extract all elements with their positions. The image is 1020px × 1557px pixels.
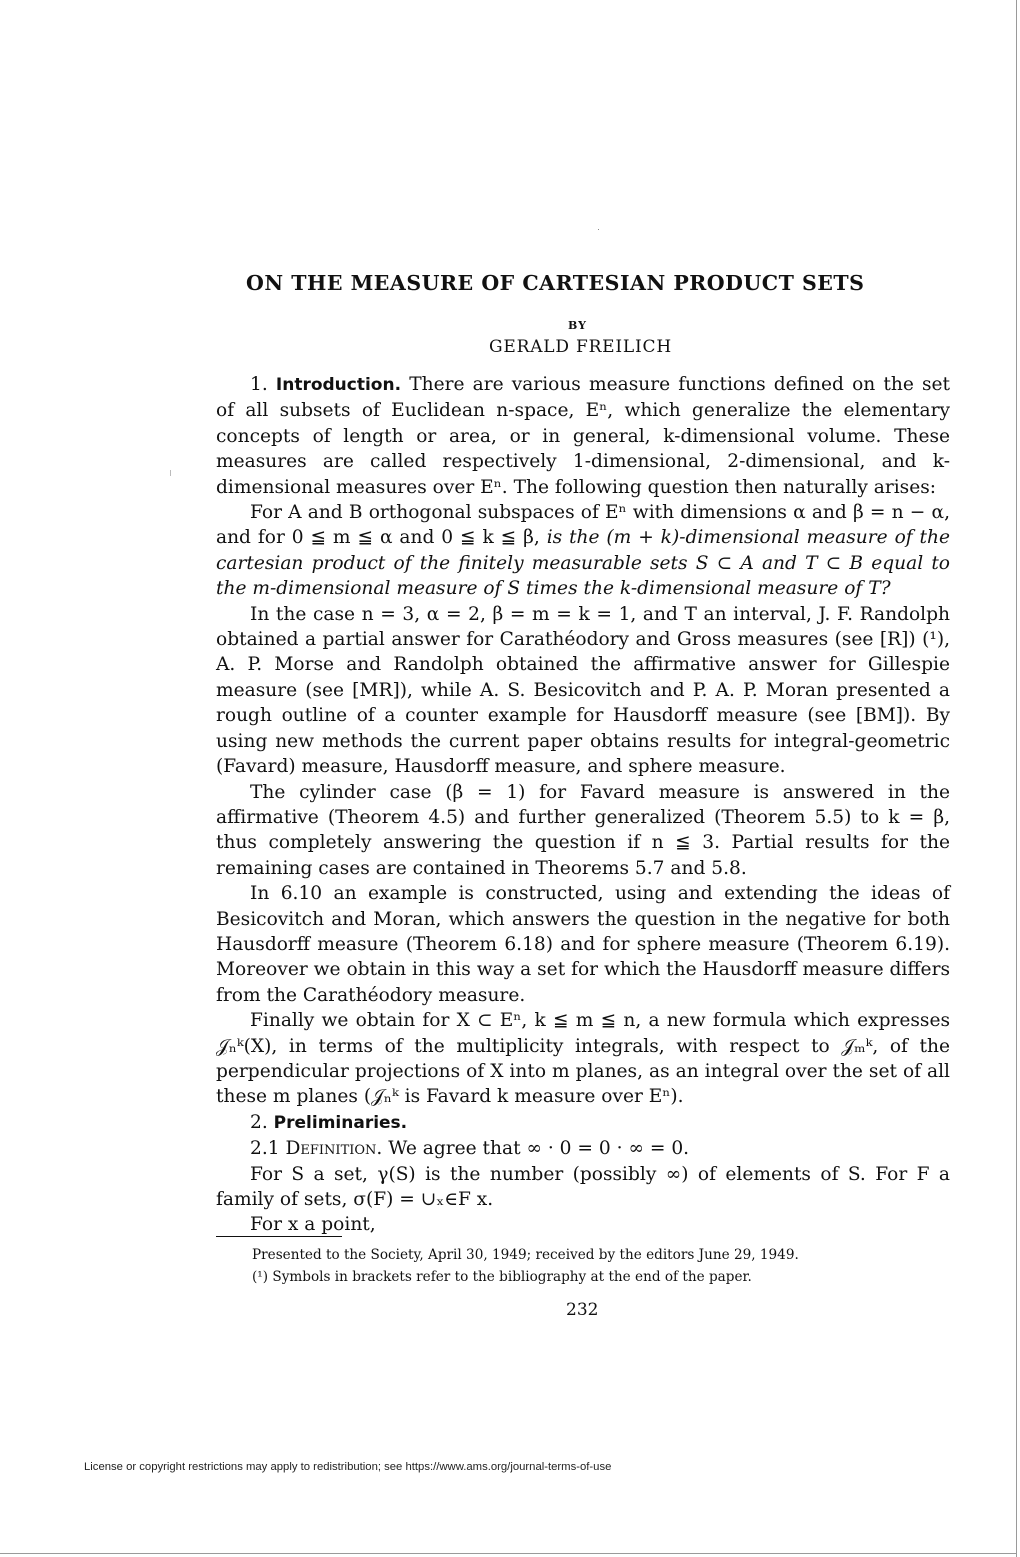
section-heading-preliminaries: Preliminaries.: [273, 1112, 408, 1133]
question-lead: For A and B orthogonal subspaces of Eⁿ with dimensions α and β = n − α, and for 0 ≦ m ≦ α and 0 ≦ k ≦ β,: [216, 502, 950, 549]
footnote-1: (¹) Symbols in brackets refer to the bibliography at the end of the paper.: [252, 1269, 752, 1285]
definition-number: 2.1: [250, 1138, 280, 1160]
scan-speck: [598, 229, 599, 230]
footnotes: [252, 1244, 952, 1288]
question-italic: is the (m + k)-dimensional measure of the cartesian product of the finitely measurable sets S ⊂ A and T ⊂ B equal to the m-dimensional measure of S times the k-dimensional measure of T?: [216, 527, 950, 600]
author-name: GERALD FREILICH: [489, 337, 672, 357]
prelim-paragraph-point: For x a point,: [250, 1214, 376, 1236]
paper-title: ON THE MEASURE OF CARTESIAN PRODUCT SETS: [246, 271, 865, 295]
definition-label: Definition.: [285, 1138, 383, 1160]
intro-paragraph-4: The cylinder case (β = 1) for Favard measure is answered in the affirmative (Theorem 4.5) and further generalized (Theorem 5.5) to k = β, thus completely answering the question if n ≦ 3. Partial results for the remaining cases are contained in Theorems 5.7 and 5.8.: [216, 781, 950, 879]
byline: BY: [568, 319, 587, 332]
definition-2-1: [216, 1136, 950, 1161]
intro-paragraph-3: In the case n = 3, α = 2, β = m = k = 1, and T an interval, J. F. Randolph obtained a partial answer for Carathéodory and Gross measures (see [R]) (¹), A. P. Morse and Randolph obtained the affirmative answer for Gillespie measure (see [MR]), while A. S. Besicovitch and P. A. P. Moran presented a rough outline of a counter example for Hausdorff measure (see [BM]). By using new methods the current paper obtains results for integral-geometric (Favard) measure, Hausdorff measure, and sphere measure.: [216, 603, 950, 778]
prelim-paragraph-set: For S a set, γ(S) is the number (possibly ∞) of elements of S. For F a family of sets, σ(F) = ∪ₓ∈F x.: [216, 1163, 950, 1210]
section-number: 1.: [250, 374, 268, 395]
page-number: 232: [566, 1300, 599, 1320]
footnote-received: Presented to the Society, April 30, 1949; received by the editors June 29, 1949.: [252, 1247, 799, 1263]
article-body: [216, 372, 950, 1238]
prelim-heading-line: [216, 1110, 950, 1136]
definition-text: We agree that ∞ · 0 = 0 · ∞ = 0.: [388, 1138, 690, 1160]
intro-text: There are various measure functions defined on the set of all subsets of Euclidean n-space, Eⁿ, which generalize the elementary concepts of length or area, or in general, k-dimensional volume. These measures are called respectively 1-dimensional, 2-dimensional, and k-dimensional measures over Eⁿ. The following question then naturally arises:: [216, 374, 950, 498]
scan-margin-mark: [170, 470, 171, 476]
intro-paragraph-5: In 6.10 an example is constructed, using and extending the ideas of Besicovitch and Moran, which answers the question in the negative for both Hausdorff measure (Theorem 6.18) and for sphere measure (Theorem 6.19). Moreover we obtain in this way a set for which the Hausdorff measure differs from the Carathéodory measure.: [216, 883, 950, 1006]
license-notice: License or copyright restrictions may apply to redistribution; see https://www.ams.org/journal-terms-of-use: [84, 1461, 612, 1473]
section-heading-introduction: Introduction.: [275, 375, 402, 395]
intro-paragraph-2: [216, 500, 950, 602]
footnote-rule: [216, 1236, 342, 1237]
intro-paragraph-1: [216, 372, 950, 500]
section-number: 2.: [250, 1111, 268, 1133]
intro-paragraph-6: Finally we obtain for X ⊂ Eⁿ, k ≦ m ≦ n, a new formula which expresses 𝒥ₙᵏ(X), in terms of the multiplicity integrals, with respect to 𝒥ₘᵏ, of the perpendicular projections of X into m planes, as an integral over the set of all these m planes (𝒥ₙᵏ is Favard k measure over Eⁿ).: [216, 1010, 950, 1108]
page-border-bottom: [0, 1553, 1017, 1554]
page-border-right: [1016, 0, 1017, 1557]
